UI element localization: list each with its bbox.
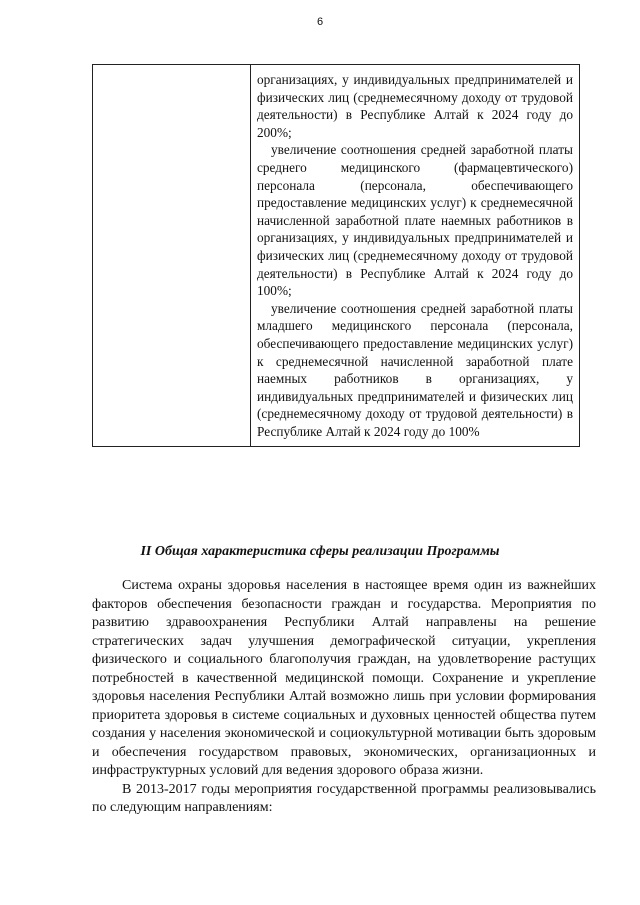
table-right-cell xyxy=(251,65,579,446)
table-paragraph-1: организациях, у индивидуальных предпринимателей и физических лиц (среднемесячному доходу от трудовой деятельности) в Республике Алтай к 2024 году до 200%; xyxy=(257,72,573,140)
body-paragraph-1: Система охраны здоровья населения в настоящее время один из важнейших факторов обеспечения безопасности граждан и государства. Мероприятия по развитию здравоохранения Республики Алтай направлены на решение стратегических задач улучшения демографической ситуации, укрепления физического и социального благополучия граждан, на удовлетворение растущих потребностей в качественной медицинской помощи. Сохранение и укрепление здоровья населения Республики Алтай возможно лишь при условии формирования приоритета здоровья в системе социальных и духовных ценностей общества путем создания у населения экономической и социокультурной мотивации быть здоровым и обеспечения государством правовых, экономических, организационных и инфраструктурных условий для ведения здорового образа жизни. xyxy=(92,578,596,778)
section-heading: II Общая характеристика сферы реализации Программы xyxy=(140,544,500,559)
page-number: 6 xyxy=(316,16,324,28)
body-paragraph-2: В 2013-2017 годы мероприятия государственной программы реализовывались по следующим направлениям: xyxy=(92,781,596,815)
table-paragraph-3: увеличение соотношения средней заработной платы младшего медицинского персонала (персонала, обеспечивающего предоставление медицинских услуг) к среднемесячной начисленной заработной плате наемных работников в организациях, у индивидуальных предпринимателей и физических лиц (среднемесячному доходу от трудовой деятельности) в Республике Алтай к 2024 году до 100% xyxy=(257,300,573,439)
targets-table xyxy=(92,64,580,447)
table-paragraph-2: увеличение соотношения средней заработной платы среднего медицинского (фармацевтического) персонала (персонала, обеспечивающего предоставление медицинских услуг) к среднемесячной начисленной заработной плате наемных работников в организациях, у индивидуальных предпринимателей и физических лиц (среднемесячному доходу от трудовой деятельности) в Республике Алтай к 2024 году до 100%; xyxy=(257,142,573,299)
table-left-cell xyxy=(93,65,251,446)
section-body xyxy=(92,577,596,818)
